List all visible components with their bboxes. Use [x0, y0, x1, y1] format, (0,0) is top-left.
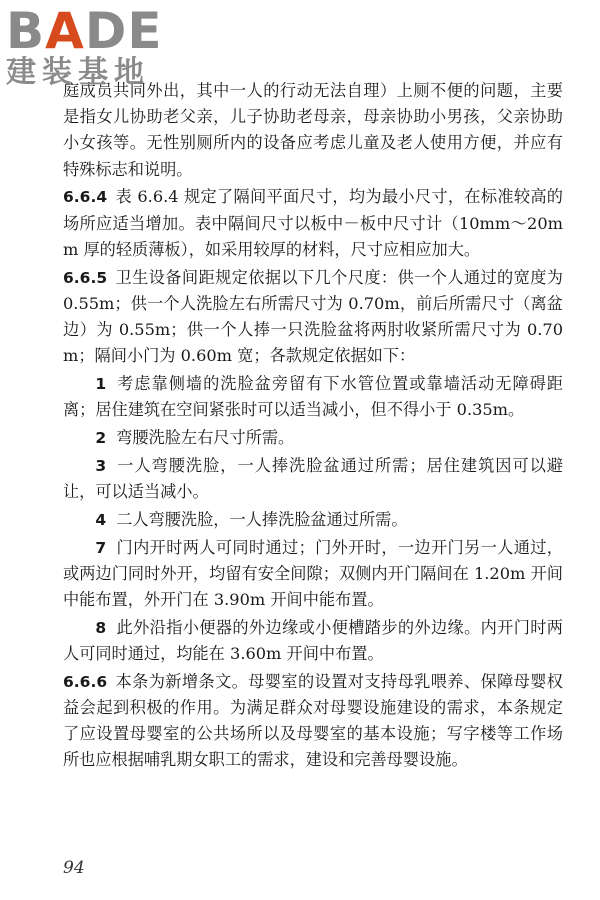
item-2: [63, 425, 563, 451]
item-7: [63, 535, 563, 614]
item-text: 考虑靠侧墙的洗脸盆旁留有下水管位置或靠墙活动无障碍距离；居住建筑在空间紧张时可以适当减小，但不得小于 0.35m。: [63, 374, 563, 420]
item-text: 此外沿指小便器的外边缘或小便槽踏步的外边缘。内开门时两人可同时通过，均能在 3.60m 开间中布置。: [63, 617, 563, 664]
item-text: 一人弯腰洗脸，一人捧洗脸盆通过所需；居住建筑因可以避让，可以适当减小。: [63, 455, 563, 502]
clause-6-6-5: [63, 265, 563, 370]
paragraph-text: 庭成员共同外出，其中一人的行动无法自理）上厕不便的问题，主要是指女儿协助老父亲，儿子协助老母亲，母亲协助小男孩，父亲协助小女孩等。无性别厕所内的设备应考虑儿童及老人使用方便，并应有特殊标志和说明。: [63, 81, 563, 179]
item-text: 二人弯腰洗脸，一人捧洗脸盆通过所需。: [116, 509, 408, 529]
site-logo: [6, 2, 176, 90]
item-number: 2: [95, 429, 107, 448]
item-text: 门内开时两人可同时通过；门外开时，一边开门另一人通过，或两边门同时外开，均留有安全间隙；双侧内开门隔间在 1.20m 开间中能布置，外开门在 3.90m 开间中能布置。: [63, 537, 563, 610]
clause-6-6-6: [63, 669, 563, 774]
clause-number: 6.6.4: [63, 188, 108, 207]
logo-letter-b: B: [6, 2, 46, 60]
paragraph-continuation: [63, 78, 563, 183]
item-number: 3: [95, 456, 107, 475]
clause-text: 卫生设备间距规定依据以下几个尺度：供一个人通过的宽度为 0.55m；供一个人洗脸左右所需尺寸为 0.70m，前后所需尺寸（离盆边）为 0.55m；供一个人捧一只洗脸盆将两肘收紧所需尺寸为 0.70m；隔间小门为 0.60m 宽；各款规定依据如下：: [63, 267, 563, 366]
item-number: 4: [95, 510, 107, 529]
item-number: 7: [95, 538, 107, 557]
clause-number: 6.6.5: [63, 268, 108, 287]
clause-text: 表 6.6.4 规定了隔间平面尺寸，均为最小尺寸，在标准较高的场所应适当增加。表中隔间尺寸以板中－板中尺寸计（10mm～20mm 厚的轻质薄板），如采用较厚的材料，尺寸应相应加大。: [63, 187, 563, 259]
item-3: [63, 453, 563, 505]
item-4: [63, 507, 563, 533]
logo-letters-de: DE: [84, 2, 163, 60]
logo-letter-a: A: [45, 2, 85, 60]
item-text: 弯腰洗脸左右尺寸所需。: [116, 428, 295, 448]
item-8: [63, 615, 563, 667]
clause-text: 本条为新增条文。母婴室的设置对支持母乳喂养、保障母婴权益会起到积极的作用。为满足群众对母婴设施建设的需求，本条规定了应设置母婴室的公共场所以及母婴室的基本设施；写字楼等工作场所也应根据哺乳期女职工的需求，建设和完善母婴设施。: [63, 671, 563, 770]
clause-6-6-4: [63, 184, 563, 263]
logo-wordmark: [6, 2, 176, 60]
clause-number: 6.6.6: [63, 672, 108, 691]
logo-subtitle: 建装基地: [6, 55, 150, 90]
page-number: 94: [63, 858, 85, 878]
page-content: [63, 78, 563, 775]
item-number: 8: [95, 618, 107, 637]
item-number: 1: [95, 375, 107, 394]
item-1: [63, 371, 563, 423]
